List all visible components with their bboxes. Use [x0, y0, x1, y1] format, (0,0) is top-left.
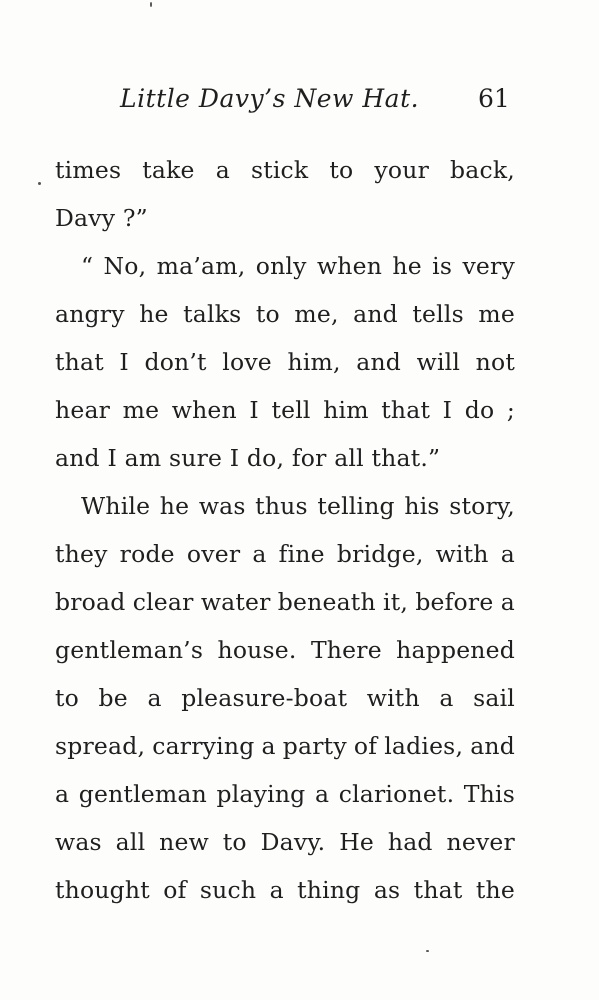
running-title: Little Davy’s New Hat. [120, 84, 420, 113]
word: water [200, 588, 271, 616]
text-line [55, 242, 515, 290]
text-line [55, 818, 515, 866]
word: a [147, 684, 162, 712]
word: There [310, 636, 382, 664]
word: he [392, 252, 422, 280]
page-header [120, 84, 520, 124]
word: him, [287, 348, 341, 376]
word: clear [132, 588, 194, 616]
word: telling [317, 492, 395, 520]
word: not [475, 348, 515, 376]
word: thus [255, 492, 308, 520]
word: to [329, 156, 354, 184]
word: all [115, 828, 146, 856]
word: of [163, 876, 187, 904]
word: “ [81, 252, 94, 280]
word: gentleman [78, 780, 207, 808]
word: had [387, 828, 433, 856]
word: when [316, 252, 383, 280]
word: spread, [55, 732, 146, 760]
word: a [55, 780, 70, 808]
word: hear [55, 396, 111, 424]
word: happened [396, 636, 515, 664]
text-line: Davy ?” [55, 204, 148, 232]
word: is [432, 252, 453, 280]
word: thought [55, 876, 150, 904]
text-line [55, 338, 515, 386]
text-line [55, 770, 515, 818]
word: before [415, 588, 494, 616]
word: I [119, 348, 129, 376]
text-line [55, 722, 515, 770]
word: me, [294, 300, 339, 328]
word: a [500, 588, 515, 616]
word: sail [473, 684, 515, 712]
word: beneath [277, 588, 376, 616]
word: This [463, 780, 515, 808]
word: angry [55, 300, 125, 328]
word: ma’am, [156, 252, 246, 280]
word: as [373, 876, 401, 904]
word: a [439, 684, 454, 712]
word: times [55, 156, 122, 184]
scan-speck [38, 182, 41, 185]
word: ladies, [384, 732, 464, 760]
text-line [55, 146, 515, 194]
word: when [171, 396, 237, 424]
word: with [435, 540, 489, 568]
word: will [416, 348, 461, 376]
text-line [55, 674, 515, 722]
word: such [199, 876, 257, 904]
word: love [222, 348, 272, 376]
word: of [353, 732, 378, 760]
word: talks [183, 300, 242, 328]
word: gentleman’s [55, 636, 204, 664]
word: house. [217, 636, 297, 664]
scan-speck [150, 2, 152, 7]
word: a [252, 540, 267, 568]
word: a [261, 732, 276, 760]
word: No, [103, 252, 147, 280]
word: to [55, 684, 79, 712]
word: a [269, 876, 284, 904]
page-number: 61 [478, 84, 510, 113]
word: your [374, 156, 430, 184]
word: pleasure-boat [181, 684, 348, 712]
word: broad [55, 588, 126, 616]
word: his [404, 492, 440, 520]
word: and [353, 300, 398, 328]
text-line [55, 866, 515, 914]
scan-speck [426, 950, 429, 952]
word: carrying [152, 732, 255, 760]
text-line [55, 626, 515, 674]
word: and [356, 348, 402, 376]
text-line [55, 386, 515, 434]
word: he [159, 492, 190, 520]
word: party [282, 732, 347, 760]
word: tell [271, 396, 311, 424]
word: very [462, 252, 515, 280]
word: me [478, 300, 515, 328]
word: back, [450, 156, 515, 184]
word: tells [412, 300, 464, 328]
word: fine [278, 540, 325, 568]
word: over [186, 540, 241, 568]
word: he [139, 300, 169, 328]
word: do [464, 396, 495, 424]
word: only [255, 252, 307, 280]
word: they [55, 540, 108, 568]
word: story, [449, 492, 515, 520]
word: that [381, 396, 431, 424]
word: rode [119, 540, 175, 568]
word: bridge, [336, 540, 424, 568]
word: that [55, 348, 104, 376]
word: thing [297, 876, 361, 904]
word: with [366, 684, 420, 712]
text-line [55, 482, 515, 530]
word: him [323, 396, 369, 424]
word: the [475, 876, 515, 904]
word: it, [383, 588, 409, 616]
word: stick [250, 156, 309, 184]
word: new [159, 828, 209, 856]
word: to [222, 828, 247, 856]
word: I [442, 396, 453, 424]
word: He [339, 828, 375, 856]
word: take [142, 156, 195, 184]
word: was [198, 492, 246, 520]
text-line [55, 530, 515, 578]
word: that [413, 876, 463, 904]
word: While [81, 492, 151, 520]
word: ; [506, 396, 515, 424]
word: don’t [144, 348, 207, 376]
word: never [446, 828, 515, 856]
text-line [55, 290, 515, 338]
word: and [470, 732, 515, 760]
text-line [55, 578, 515, 626]
word: be [98, 684, 128, 712]
word: playing [216, 780, 306, 808]
word: a [314, 780, 330, 808]
word: a [500, 540, 515, 568]
word: to [255, 300, 280, 328]
body-text [55, 146, 515, 914]
word: Davy. [260, 828, 326, 856]
word: was [55, 828, 102, 856]
word: me [122, 396, 160, 424]
word: a [215, 156, 230, 184]
text-line: and I am sure I do, for all that.” [55, 444, 441, 472]
word: I [249, 396, 259, 424]
word: clarionet. [338, 780, 455, 808]
